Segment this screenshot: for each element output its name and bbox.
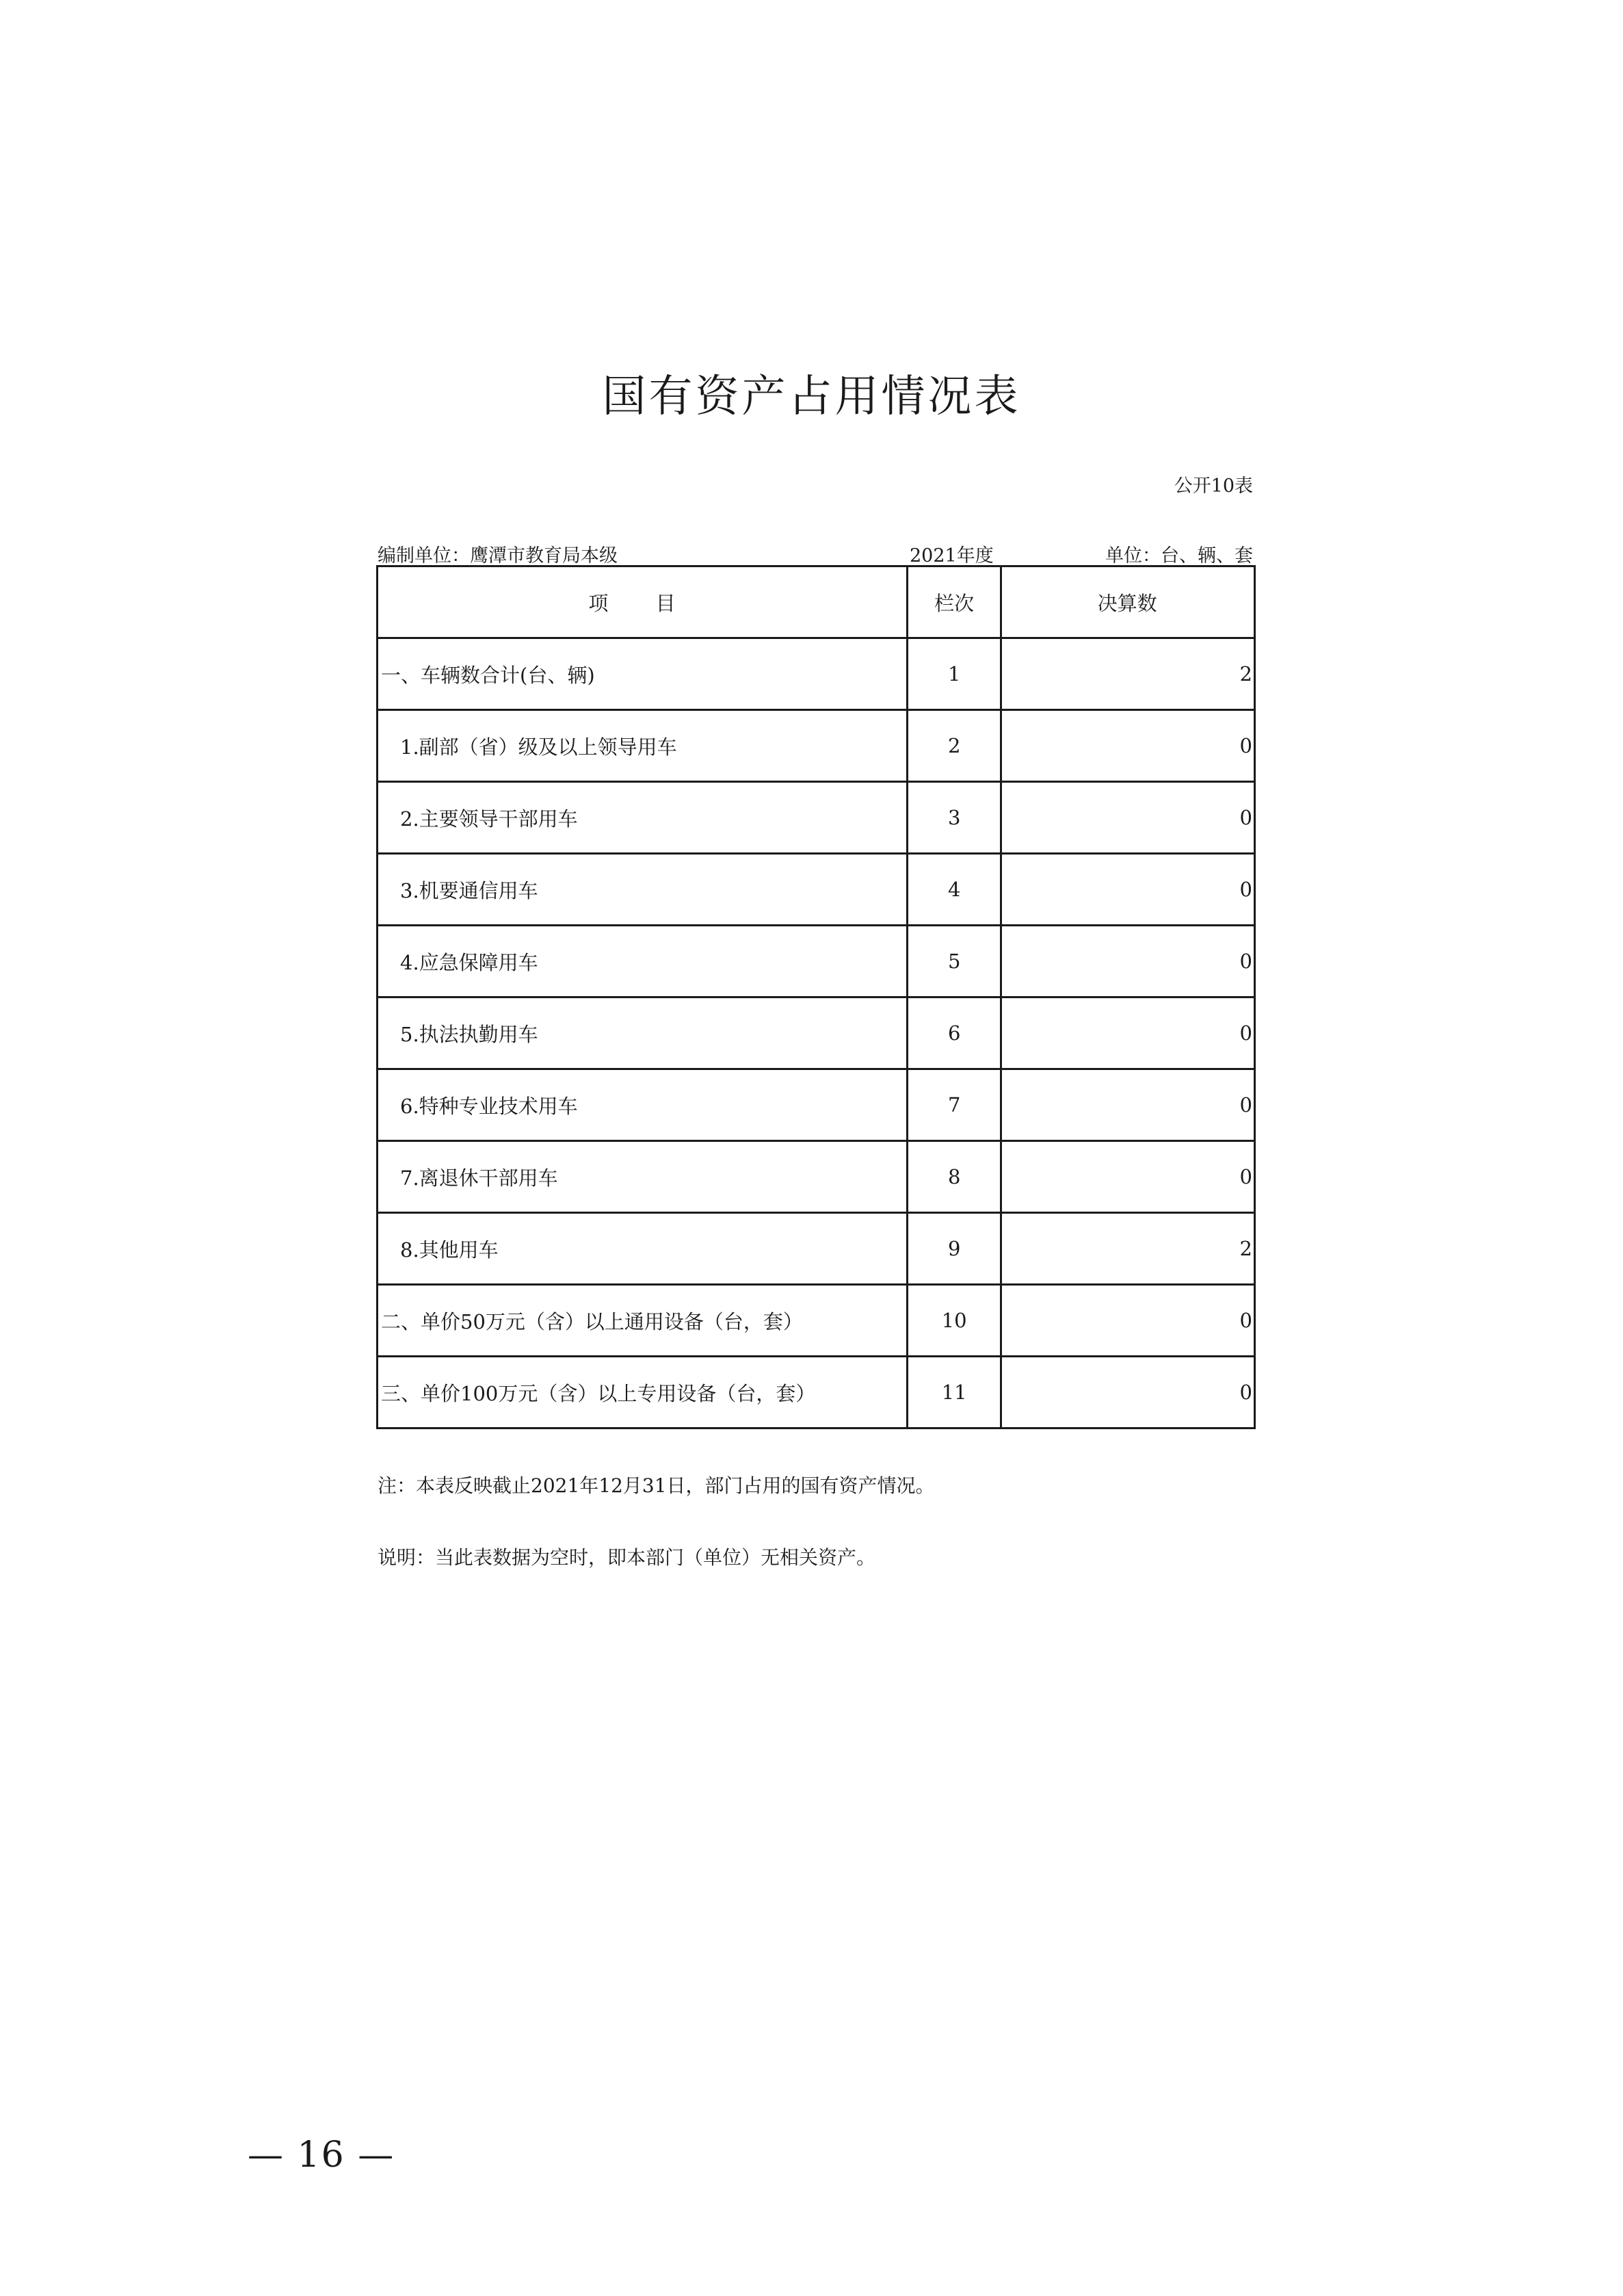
table-row (378, 997, 1255, 1069)
compiling-unit: 编制单位：鹰潭市教育局本级 (378, 545, 618, 566)
row-value: 0 (1001, 1141, 1255, 1213)
row-item: 6.特种专业技术用车 (378, 1069, 908, 1141)
table-row (378, 710, 1255, 782)
row-item: 1.副部（省）级及以上领导用车 (378, 710, 908, 782)
row-item: 三、单价100万元（含）以上专用设备（台，套） (378, 1357, 908, 1429)
row-col: 2 (907, 710, 1001, 782)
row-col: 4 (907, 854, 1001, 926)
assets-table (376, 565, 1256, 1429)
row-col: 5 (907, 926, 1001, 997)
form-code: 公开10表 (1174, 475, 1253, 497)
page-number: — 16 — (248, 2135, 395, 2176)
row-value: 0 (1001, 1285, 1255, 1357)
row-item: 二、单价50万元（含）以上通用设备（台，套） (378, 1285, 908, 1357)
row-col: 1 (907, 638, 1001, 710)
row-item: 4.应急保障用车 (378, 926, 908, 997)
row-item: 一、车辆数合计(台、辆) (378, 638, 908, 710)
row-item: 2.主要领导干部用车 (378, 782, 908, 854)
table-row (378, 1357, 1255, 1429)
table-explanation: 说明：当此表数据为空时，即本部门（单位）无相关资产。 (378, 1546, 876, 1569)
row-col: 10 (907, 1285, 1001, 1357)
row-col: 6 (907, 997, 1001, 1069)
page-title: 国有资产占用情况表 (602, 371, 1021, 422)
table-row (378, 1141, 1255, 1213)
row-item: 3.机要通信用车 (378, 854, 908, 926)
table-row (378, 1285, 1255, 1357)
header-item: 项 目 (378, 566, 908, 638)
row-value: 0 (1001, 782, 1255, 854)
row-value: 0 (1001, 1357, 1255, 1429)
table-header-row (378, 566, 1255, 638)
table-row (378, 854, 1255, 926)
table-row (378, 782, 1255, 854)
table-row (378, 1069, 1255, 1141)
header-value: 决算数 (1001, 566, 1255, 638)
row-value: 0 (1001, 997, 1255, 1069)
table-note: 注：本表反映截止2021年12月31日，部门占用的国有资产情况。 (378, 1474, 935, 1497)
row-item: 5.执法执勤用车 (378, 997, 908, 1069)
row-value: 2 (1001, 638, 1255, 710)
table-row (378, 638, 1255, 710)
measure-unit: 单位：台、辆、套 (1105, 545, 1253, 566)
meta-row (376, 540, 1253, 565)
header-col: 栏次 (907, 566, 1001, 638)
fiscal-year: 2021年度 (910, 545, 994, 566)
table-row (378, 1213, 1255, 1285)
row-item: 7.离退休干部用车 (378, 1141, 908, 1213)
row-col: 9 (907, 1213, 1001, 1285)
row-col: 8 (907, 1141, 1001, 1213)
row-value: 0 (1001, 710, 1255, 782)
row-col: 11 (907, 1357, 1001, 1429)
row-col: 3 (907, 782, 1001, 854)
row-value: 0 (1001, 926, 1255, 997)
row-col: 7 (907, 1069, 1001, 1141)
table-row (378, 926, 1255, 997)
row-value: 0 (1001, 854, 1255, 926)
row-value: 0 (1001, 1069, 1255, 1141)
row-value: 2 (1001, 1213, 1255, 1285)
row-item: 8.其他用车 (378, 1213, 908, 1285)
